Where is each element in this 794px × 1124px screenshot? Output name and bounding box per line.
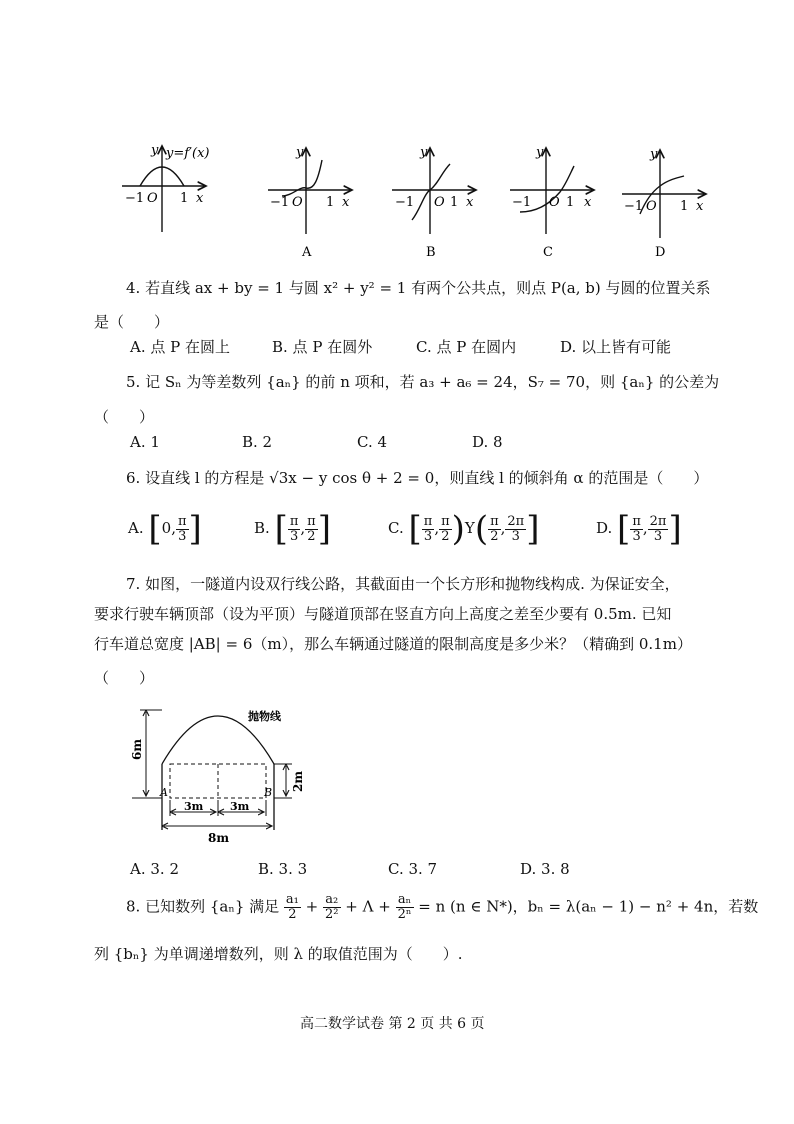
q6-option-d-label: D. <box>596 519 613 537</box>
graph-a-y-label: y <box>296 145 304 160</box>
q6-option-b-label: B. <box>254 519 270 537</box>
tunnel-height-label: 6m <box>130 738 144 760</box>
half-width-1: 3m <box>184 800 204 813</box>
point-b: B <box>264 786 273 799</box>
q5-option-c: C. 4 <box>357 433 388 451</box>
q7-line-1: 7. 如图，一隧道内设双行线公路，其截面由一个长方形和抛物线构成. 为保证安全， <box>126 575 680 593</box>
graph-d <box>622 147 706 238</box>
parabola-label: 抛物线 <box>248 710 281 723</box>
point-a: A <box>160 786 168 799</box>
graph-main <box>122 143 209 232</box>
q5-stem-line-1: 5. 记 Sₙ 为等差数列 {aₙ} 的前 n 项和，若 a₃ + a₆ = 24，S₇ = 70，则 {aₙ} 的公差为 <box>126 373 720 391</box>
q5-stem-line-2: （ ） <box>94 408 155 426</box>
page-footer: 高二数学试卷 第 2 页 共 6 页 <box>300 1016 485 1032</box>
graph-caption-c: C <box>543 245 553 260</box>
q5-option-a: A. 1 <box>130 433 160 451</box>
graph-a-neg-one: −1 <box>270 195 290 210</box>
graph-c-neg-one: −1 <box>512 195 532 210</box>
q4-option-a: A. 点 P 在圆上 <box>130 338 230 356</box>
graph-a-origin: O <box>292 195 303 210</box>
graph-main-neg-one: −1 <box>125 191 145 206</box>
q4-stem-line-1: 4. 若直线 ax + by = 1 与圆 x² + y² = 1 有两个公共点，则点 P(a, b) 与圆的位置关系 <box>126 279 711 297</box>
graph-main-x-label: x <box>196 191 204 206</box>
graph-c <box>510 145 594 234</box>
q7-line-2: 要求行驶车辆顶部（设为平顶）与隧道顶部在竖直方向上高度之差至少要有 0.5m. 已知 <box>94 605 672 623</box>
q4-option-d: D. 以上皆有可能 <box>560 338 672 356</box>
q5-option-d: D. 8 <box>472 433 503 451</box>
graph-c-y-label: y <box>536 145 544 160</box>
graph-d-neg-one: −1 <box>624 199 644 214</box>
q6-option-a-label: A. <box>128 519 144 537</box>
q7-option-d: D. 3. 8 <box>520 860 570 878</box>
graph-main-y-label: y <box>151 143 159 158</box>
q6-option-a-left: 0, <box>161 519 176 537</box>
graph-b-x-label: x <box>466 195 474 210</box>
graph-d-x-label: x <box>696 199 704 214</box>
q4-option-b: B. 点 P 在圆外 <box>272 338 373 356</box>
graph-b-one: 1 <box>450 195 459 210</box>
graph-a-one: 1 <box>326 195 335 210</box>
graph-d-y-label: y <box>650 147 658 162</box>
q4-stem-line-2: 是（ ） <box>94 313 170 331</box>
q8-line-1: 8. 已知数列 {aₙ} 满足 $\frac{\text{a₁}}{2}$ + $\frac{\text{a₂}}{\text{2²}}$ + Λ + $\frac{\text{aₙ}}{\text{2ⁿ}}$ = n (n ∈ N*)，bₙ = λ(aₙ − 1) − n² + 4n，若数 <box>126 892 759 922</box>
graph-caption-a: A <box>302 245 312 260</box>
q6-option-a: A. [0, $\frac{\pi}{3}$ ] <box>128 509 202 549</box>
q8-suffix: = n (n ∈ N*)，bₙ = λ(aₙ − 1) − n² + 4n，若数 <box>418 897 759 916</box>
graph-c-one: 1 <box>566 195 575 210</box>
graph-b-neg-one: −1 <box>395 195 415 210</box>
rect-height-label: 2m <box>291 770 305 792</box>
graph-b <box>392 145 476 234</box>
graph-b-origin: O <box>434 195 445 210</box>
q7-option-a: A. 3. 2 <box>130 860 179 878</box>
graph-main-func-label: y=f′(x) <box>166 146 210 161</box>
q6-option-b: B. [ $\frac{\pi}{3}$ , $\frac{\pi}{2}$ ] <box>254 509 331 549</box>
tunnel-figure <box>120 700 320 850</box>
q7-option-c: C. 3. 7 <box>388 860 438 878</box>
q6-option-c-union: Y <box>464 519 475 537</box>
q6-stem: 6. 设直线 l 的方程是 √3x − y cos θ + 2 = 0，则直线 l 的倾斜角 α 的范围是（ ） <box>126 469 709 487</box>
half-width-2: 3m <box>230 800 250 813</box>
graph-b-y-label: y <box>420 145 428 160</box>
total-width-label: 8m <box>208 831 230 845</box>
graph-c-origin: O <box>549 195 560 210</box>
graph-caption-d: D <box>655 245 666 260</box>
graph-main-one: 1 <box>180 191 189 206</box>
q7-line-3: 行车道总宽度 |AB| = 6（m），那么车辆通过隧道的限制高度是多少米？（精确到 0.1m） <box>94 635 692 653</box>
function-graphs <box>0 130 794 270</box>
graph-a-x-label: x <box>342 195 350 210</box>
q7-option-b: B. 3. 3 <box>258 860 308 878</box>
graph-main-origin: O <box>147 191 158 206</box>
graph-d-one: 1 <box>680 199 689 214</box>
q6-option-d: D. [ $\frac{\pi}{3}$ , $\frac{2\pi}{3}$ ] <box>596 509 682 549</box>
graph-caption-b: B <box>426 245 436 260</box>
q5-option-b: B. 2 <box>242 433 273 451</box>
q8-prefix: 8. 已知数列 {aₙ} 满足 <box>126 897 280 916</box>
graph-c-x-label: x <box>584 195 592 210</box>
graph-d-origin: O <box>646 199 657 214</box>
q4-option-c: C. 点 P 在圆内 <box>416 338 517 356</box>
graph-a <box>268 145 352 234</box>
q7-line-4: （ ） <box>94 669 155 687</box>
q8-line-2: 列 {bₙ} 为单调递增数列，则 λ 的取值范围为（ ）. <box>94 945 463 963</box>
q6-option-c: C. [ $\frac{\pi}{3}$ , $\frac{\pi}{2}$ )Y( $\frac{\pi}{2}$ , $\frac{2\pi}{3}$ ] <box>388 509 540 549</box>
q6-option-c-label: C. <box>388 519 404 537</box>
